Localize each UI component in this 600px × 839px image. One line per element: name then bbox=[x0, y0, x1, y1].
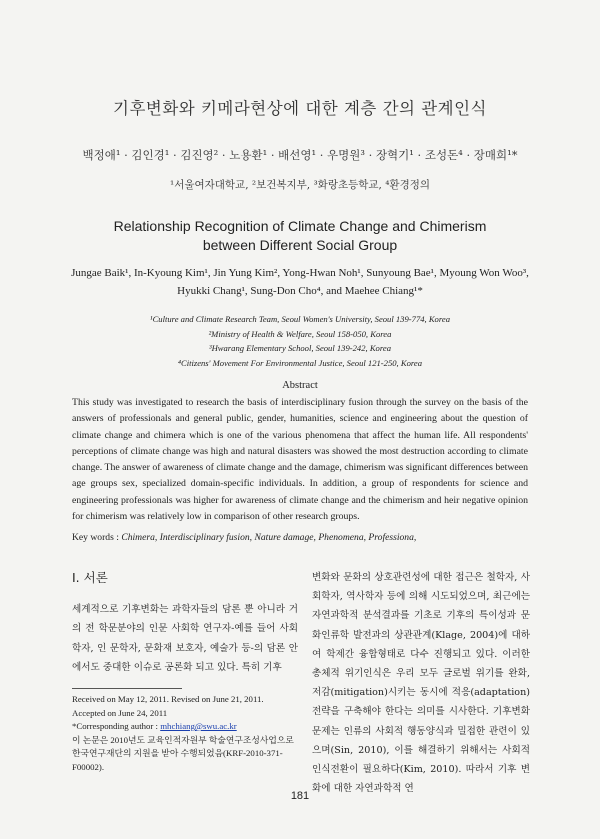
funding-line-1: 이 논문은 2010년도 교육인적자원부 학술연구조성사업으로 bbox=[72, 734, 294, 745]
affiliation-2: ²Ministry of Health & Welfare, Seoul 158-050, Korea bbox=[208, 328, 392, 339]
english-authors-line1: Jungae Baik¹, In-Kyoung Kim¹, Jin Yung Kim², Yong-Hwan Noh¹, Sunyoung Bae¹, Myoung Won Woo³, bbox=[71, 267, 529, 279]
english-affiliations bbox=[0, 312, 600, 370]
keywords-list: Chimera, Interdisciplinary fusion, Nature damage, Phenomena, Professiona, bbox=[121, 532, 417, 543]
left-column-text: 세계적으로 기후변화는 과학자들의 담론 뿐 아니라 거의 전 학문분야의 인문 사회학 연구자-예를 들어 사회학자, 인 문학자, 문화재 보호자, 예술가 등-의 담론 안에서도 중대한 이슈로 공론화 되고 있다. 특히 기후 bbox=[72, 604, 298, 673]
english-authors-line2: Hyukki Chang¹, Sung-Don Cho⁴, and Maehee Chiang¹* bbox=[177, 285, 423, 297]
english-authors bbox=[50, 264, 550, 300]
section-heading: Ⅰ. 서론 bbox=[72, 570, 108, 585]
accepted-date: Accepted on June 24, 2011 bbox=[72, 707, 168, 718]
right-column-text: 변화와 문화의 상호관련성에 대한 접근은 철학자, 사회학자, 역사학자 등에 의해 시도되었으며, 최근에는 자연과학적 분석결과를 기초로 기후의 특이성과 문화인류학 발전과의 상관관계(Klage, 2004)에 대하여 학제간 융합형태로 다수 진행되고 있다. 이러한 총체적 위기인식은 우리 모두 글로벌 위기를 완화, 저감(mitigation)시키는 동시에 적응(adaptation)전략을 구축해야 한다는 의미를 시사한다. 기후변화문제는 인류의 사회적 행동양식과 밀접한 관련이 있으며(Sin, 2010), 이를 해결하기 위해서는 사회적 인식전환이 필요하다(Kim, 2010). 따라서 기후 변화에 대한 자연과학적 연 bbox=[312, 572, 530, 795]
email-link[interactable]: mhchiang@swu.ac.kr bbox=[160, 721, 237, 731]
english-title bbox=[0, 217, 600, 255]
korean-title: 기후변화와 키메라현상에 대한 계층 간의 관계인식 bbox=[113, 99, 487, 118]
affiliation-3: ³Hwarang Elementary School, Seoul 139-242, Korea bbox=[209, 343, 391, 353]
footnotes bbox=[72, 693, 312, 774]
corresponding-label: *Corresponding author : bbox=[72, 721, 161, 731]
korean-affiliations: ¹서울여자대학교, ²보건복지부, ³화랑초등학교, ⁴환경정의 bbox=[169, 179, 430, 191]
page-number: 181 bbox=[290, 790, 310, 802]
keywords-label: Key words : bbox=[72, 532, 119, 543]
footnote-divider bbox=[72, 688, 182, 689]
affiliation-4: ⁴Citizens' Movement For Environmental Justice, Seoul 121-250, Korea bbox=[177, 357, 423, 368]
english-title-line2: between Different Social Group bbox=[202, 237, 398, 253]
keywords bbox=[72, 532, 528, 543]
funding-line-2: 한국연구재단의 지원을 받아 수행되었음(KRF-2010-371-F00002). bbox=[72, 748, 283, 772]
corresponding-author bbox=[72, 720, 312, 734]
korean-authors: 백정애¹ · 김인경¹ · 김진영² · 노용환¹ · 배선영¹ · 우명원³ · 장혁기¹ · 조성돈⁴ · 장매희¹* bbox=[82, 148, 518, 162]
affiliation-1: ¹Culture and Climate Research Team, Seoul Women's University, Seoul 139-774, Korea bbox=[150, 314, 450, 324]
english-title-line1: Relationship Recognition of Climate Change and Chimerism bbox=[113, 218, 487, 234]
received-date: Received on May 12, 2011. Revised on June 21, 2011. bbox=[72, 694, 264, 704]
abstract-text: This study was investigated to research the basis of interdisciplinary fusion through the survey on the basis of the answers of professionals and general public, gender, humanities, science and engineering about the question of climate change and chimera which is one of the various phenomena that affect the human life. All respondents' perceptions of climate change was high and natural disasters was showed the most destruction according to climate change. The answer of awareness of climate change and the damage, chimerism was significant differences between age groups sex, specialized domain-specific individuals. In addition, a group of respondents for science and engineering professionals was higher for awareness of climate change and the chimerism and heir negative opinion for chimerism was relatively low in comparison of other research groups. bbox=[72, 397, 528, 523]
abstract-heading: Abstract bbox=[282, 380, 318, 391]
